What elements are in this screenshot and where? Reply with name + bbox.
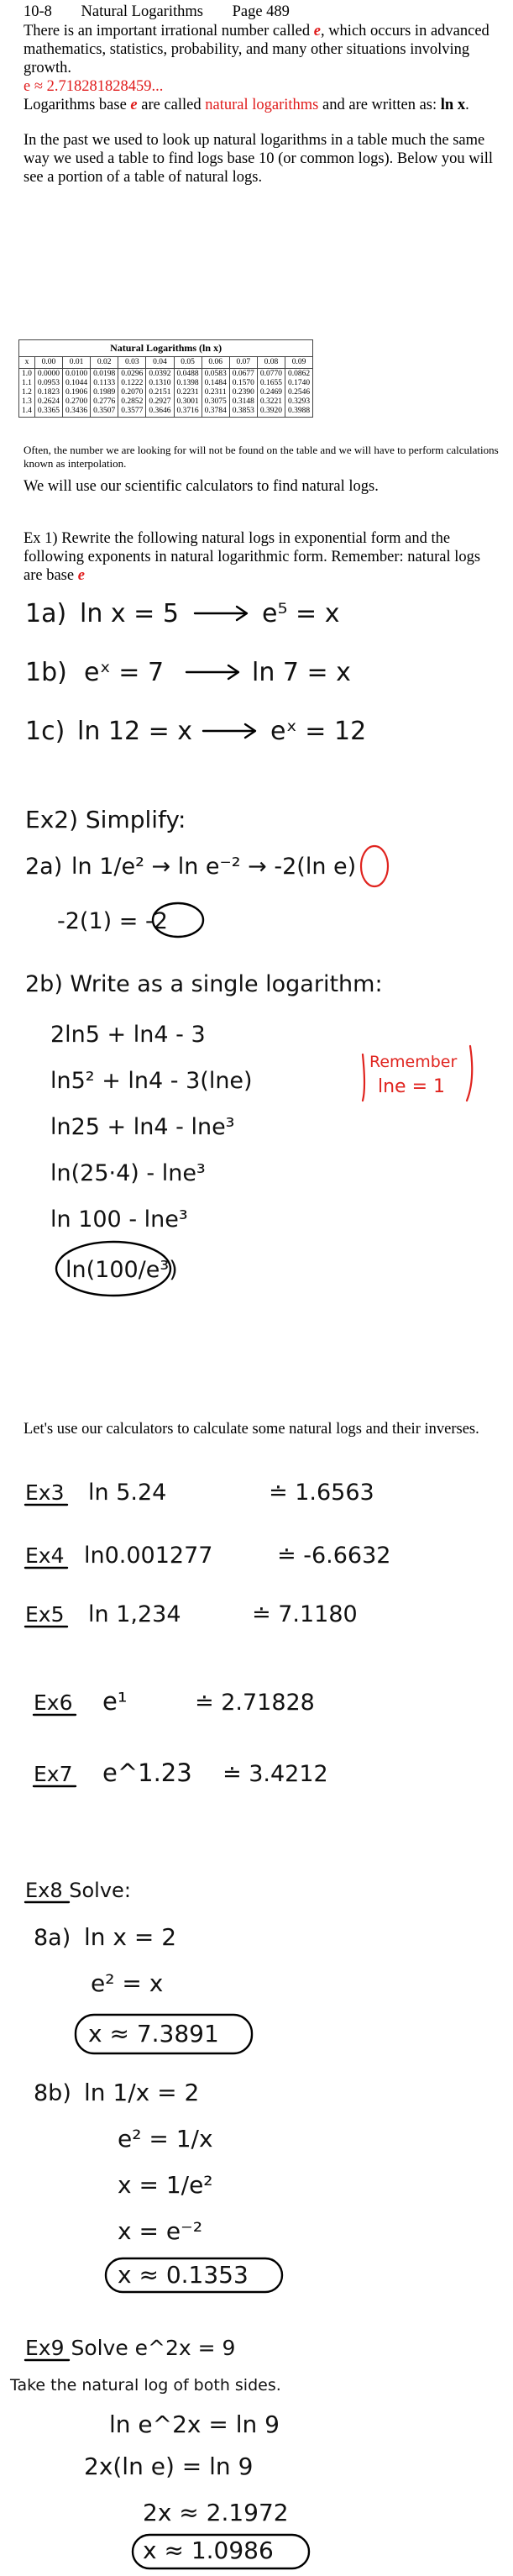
table-column bbox=[229, 369, 257, 418]
table-column bbox=[174, 369, 202, 418]
table-cell: 0.3920 bbox=[259, 407, 282, 415]
ex8a-line-2: e² = x bbox=[91, 1969, 164, 1997]
ex8a-line-1: ln x = 2 bbox=[84, 1923, 177, 1951]
ex8b-line-4: x = e⁻² bbox=[118, 2217, 203, 2245]
ex1c-exp-form: eˣ = 12 bbox=[270, 717, 367, 746]
table-cell: 0.2624 bbox=[37, 397, 60, 406]
table-cell: 0.2070 bbox=[121, 388, 144, 397]
ex8b-line-1: ln 1/x = 2 bbox=[84, 2079, 200, 2106]
ex1a-log-form: ln x = 5 bbox=[80, 599, 179, 628]
ex1c-line bbox=[25, 717, 366, 746]
table-cell: 0.3988 bbox=[288, 407, 311, 415]
example-1-work bbox=[0, 588, 513, 773]
table-cell: 0.0677 bbox=[232, 370, 254, 378]
table-header-cell: 0.05 bbox=[174, 357, 202, 369]
table-cell: 0.1989 bbox=[93, 388, 116, 397]
table-body bbox=[19, 369, 313, 418]
table-header-cell: 0.08 bbox=[257, 357, 285, 369]
table-cell: 0.1484 bbox=[204, 379, 227, 387]
table-caption: Natural Logarithms (ln x) bbox=[19, 340, 313, 357]
ex1b-exp-form: eˣ = 7 bbox=[84, 658, 165, 687]
intro-paragraph-3: In the past we used to look up natural logarithms in a table much the same way we used a table to find logs base 10 (or common logs). Below you will see a portion of a table of natural logs. bbox=[24, 132, 494, 186]
ex8-title: Ex8 Solve: bbox=[25, 1879, 131, 1902]
table-cell: 0.2311 bbox=[204, 388, 227, 397]
ex1c-log-form: ln 12 = x bbox=[77, 717, 193, 746]
table-header-cell: 0.07 bbox=[229, 357, 257, 369]
intro-text bbox=[24, 22, 502, 187]
table-cell: 0.2700 bbox=[65, 397, 88, 406]
table-cell: 0.3148 bbox=[232, 397, 254, 406]
ex2a-label: 2a) bbox=[25, 854, 63, 880]
table-column bbox=[19, 369, 35, 418]
table-cell: 0.0862 bbox=[288, 370, 311, 378]
table-cell: 0.3507 bbox=[93, 407, 116, 415]
table-cell: 0.2390 bbox=[232, 388, 254, 397]
table-cell: 1.4 bbox=[22, 407, 32, 415]
table-column bbox=[146, 369, 174, 418]
ex1b-log-form: ln 7 = x bbox=[252, 658, 351, 687]
ex2b-line-5: ln 100 - lne³ bbox=[50, 1207, 188, 1233]
table-cell: 0.1740 bbox=[288, 379, 311, 387]
table-header-cell: 0.03 bbox=[118, 357, 146, 369]
e-approximation: e ≈ 2.718281828459... bbox=[24, 78, 164, 95]
table-cell: 0.3293 bbox=[288, 397, 311, 406]
table-cell: 0.1222 bbox=[121, 379, 144, 387]
ex1b-line bbox=[25, 658, 351, 687]
ex6-result: ≐ 2.71828 bbox=[195, 1690, 315, 1716]
ex6-row bbox=[34, 1687, 315, 1716]
table-cell: 0.0392 bbox=[149, 370, 171, 378]
ex9-line-2: 2x(ln e) = ln 9 bbox=[84, 2452, 254, 2480]
ex2b-line-2: ln5² + ln4 - 3(lne) bbox=[50, 1068, 253, 1094]
page-header bbox=[24, 3, 315, 21]
example-8-work bbox=[0, 1874, 513, 2294]
intro-paragraph-1: There is an important irrational number called e, which occurs in advanced mathematics, statistics, probability, and many other situations involving growth. bbox=[24, 23, 489, 76]
table-cell: 0.1310 bbox=[149, 379, 171, 387]
ex3-result: ≐ 1.6563 bbox=[269, 1480, 374, 1506]
ex7-row bbox=[34, 1759, 328, 1787]
ex8a-answer: x ≈ 7.3891 bbox=[88, 2020, 219, 2048]
ex6-label: Ex6 bbox=[34, 1690, 73, 1715]
ex5-result: ≐ 7.1180 bbox=[252, 1601, 358, 1627]
ex4-expression: ln0.001277 bbox=[84, 1543, 213, 1569]
example-9-work bbox=[0, 2332, 513, 2571]
calculator-intro: Let's use our calculators to calculate some natural logs and their inverses. bbox=[24, 1421, 479, 1438]
ex1a-label: 1a) bbox=[25, 599, 67, 628]
ex2b-line-3: ln25 + ln4 - lne³ bbox=[50, 1114, 235, 1140]
ex3-row bbox=[25, 1480, 374, 1506]
table-cell: 0.0770 bbox=[259, 370, 282, 378]
ex7-result: ≐ 3.4212 bbox=[222, 1761, 328, 1787]
table-column bbox=[63, 369, 91, 418]
table-cell: 0.3716 bbox=[176, 407, 199, 415]
ex2a-line-2: -2(1) = -2 bbox=[57, 908, 168, 934]
ex6-expression: e¹ bbox=[102, 1687, 128, 1716]
ln-e-highlight bbox=[361, 846, 388, 886]
table-header-cell: 0.01 bbox=[63, 357, 91, 369]
example-2-work bbox=[0, 802, 513, 1298]
ex5-expression: ln 1,234 bbox=[88, 1601, 181, 1627]
ex9-note: Take the natural log of both sides. bbox=[10, 2376, 281, 2395]
table-header-cell: 0.06 bbox=[202, 357, 229, 369]
table-column bbox=[34, 369, 62, 418]
table-cell: 0.0296 bbox=[121, 370, 144, 378]
ex8b-line-3: x = 1/e² bbox=[118, 2171, 213, 2199]
table-cell: 0.3784 bbox=[204, 407, 227, 415]
table-column bbox=[118, 369, 146, 418]
page-number: Page 489 bbox=[232, 3, 290, 20]
ex3-expression: ln 5.24 bbox=[88, 1480, 167, 1506]
ex1a-exp-form: e⁵ = x bbox=[262, 599, 340, 628]
ex4-label: Ex4 bbox=[25, 1543, 65, 1568]
ex9-answer: x ≈ 1.0986 bbox=[143, 2537, 274, 2564]
table-column bbox=[285, 369, 313, 418]
table-cell: 1.3 bbox=[22, 397, 32, 406]
table-cell: 0.2231 bbox=[176, 388, 199, 397]
table-header-cell: 0.09 bbox=[285, 357, 313, 369]
table-cell: 0.3001 bbox=[176, 397, 199, 406]
table-column bbox=[257, 369, 285, 418]
ex4-row bbox=[25, 1543, 390, 1569]
ex2b-title: 2b) Write as a single logarithm: bbox=[25, 971, 383, 997]
table-cell: 0.1570 bbox=[232, 379, 254, 387]
table-header-cell: 0.00 bbox=[34, 357, 62, 369]
table-cell: 1.2 bbox=[22, 388, 32, 397]
section-title: Natural Logarithms bbox=[81, 3, 203, 20]
table-cell: 0.0488 bbox=[176, 370, 199, 378]
ex5-label: Ex5 bbox=[25, 1602, 65, 1627]
ex7-label: Ex7 bbox=[34, 1762, 73, 1786]
ex2-title: Ex2) Simplify: bbox=[25, 806, 186, 833]
table-cell: 0.2469 bbox=[259, 388, 282, 397]
ex9-title: Ex9 Solve e^2x = 9 bbox=[25, 2336, 236, 2360]
table-cell: 0.0100 bbox=[65, 370, 88, 378]
ex8b-answer: x ≈ 0.1353 bbox=[118, 2261, 249, 2289]
ex5-row bbox=[25, 1601, 358, 1627]
ex2a-line-1: ln 1/e² → ln e⁻² → -2(ln e) bbox=[71, 854, 357, 880]
ex8a-label: 8a) bbox=[34, 1925, 71, 1951]
table-cell: 0.1655 bbox=[259, 379, 282, 387]
ex1b-label: 1b) bbox=[25, 658, 67, 687]
table-cell: 0.0583 bbox=[204, 370, 227, 378]
table-cell: 1.0 bbox=[22, 370, 32, 378]
table-header-cell: x bbox=[19, 357, 35, 369]
calculator-note: We will use our scientific calculators to find natural logs. bbox=[24, 478, 379, 495]
ex8b-line-2: e² = 1/x bbox=[118, 2125, 213, 2153]
ex9-line-1: ln e^2x = ln 9 bbox=[109, 2410, 280, 2438]
ex2b-line-4: ln(25·4) - lne³ bbox=[50, 1160, 206, 1186]
table-cell: 0.1823 bbox=[37, 388, 60, 397]
remember-label: Remember bbox=[369, 1053, 458, 1071]
table-cell: 0.3577 bbox=[121, 407, 144, 415]
ex3-label: Ex3 bbox=[25, 1480, 65, 1505]
table-cell: 0.3221 bbox=[259, 397, 282, 406]
ex8b-label: 8b) bbox=[34, 2080, 71, 2106]
table-header-cell: 0.04 bbox=[146, 357, 174, 369]
table-cell: 0.0198 bbox=[93, 370, 116, 378]
ex1c-label: 1c) bbox=[25, 717, 65, 746]
table-cell: 0.2776 bbox=[93, 397, 116, 406]
table-cell: 0.1398 bbox=[176, 379, 199, 387]
table-cell: 0.3853 bbox=[232, 407, 254, 415]
table-cell: 1.1 bbox=[22, 379, 32, 387]
ex4-result: ≐ -6.6632 bbox=[277, 1543, 391, 1569]
table-cell: 0.1133 bbox=[93, 379, 116, 387]
intro-paragraph-2: Logarithms base e are called natural logarithms and are written as: ln x. bbox=[24, 97, 469, 113]
table-header-row bbox=[19, 357, 313, 369]
table-column bbox=[91, 369, 118, 418]
table-header-cell: 0.02 bbox=[91, 357, 118, 369]
ex2b-line-1: 2ln5 + ln4 - 3 bbox=[50, 1022, 206, 1048]
calculator-examples bbox=[0, 1466, 513, 1827]
table-cell: 0.0000 bbox=[37, 370, 60, 378]
table-cell: 0.3365 bbox=[37, 407, 60, 415]
table-cell: 0.3436 bbox=[65, 407, 88, 415]
table-column bbox=[202, 369, 229, 418]
ex1a-line bbox=[25, 599, 339, 628]
table-cell: 0.1044 bbox=[65, 379, 88, 387]
table-cell: 0.3075 bbox=[204, 397, 227, 406]
table-cell: 0.2546 bbox=[288, 388, 311, 397]
table-cell: 0.2151 bbox=[149, 388, 171, 397]
remember-equation: lne = 1 bbox=[378, 1076, 446, 1097]
section-number: 10-8 bbox=[24, 3, 52, 20]
ex7-expression: e^1.23 bbox=[102, 1759, 192, 1787]
table-cell: 0.2852 bbox=[121, 397, 144, 406]
natural-log-table bbox=[18, 339, 313, 418]
interpolation-note: Often, the number we are looking for will not be found on the table and we will have to perform calculations known as interpolation. bbox=[24, 444, 499, 470]
ex9-line-3: 2x ≈ 2.1972 bbox=[143, 2499, 289, 2526]
table-cell: 0.0953 bbox=[37, 379, 60, 387]
table-cell: 0.1906 bbox=[65, 388, 88, 397]
example-1-instructions: Ex 1) Rewrite the following natural logs in exponential form and the following exponents in natural logarithmic form. Remember: natural logs are base e bbox=[24, 530, 481, 584]
ex2b-answer: ln(100/e³) bbox=[65, 1257, 178, 1283]
table-cell: 0.2927 bbox=[149, 397, 171, 406]
table-cell: 0.3646 bbox=[149, 407, 171, 415]
